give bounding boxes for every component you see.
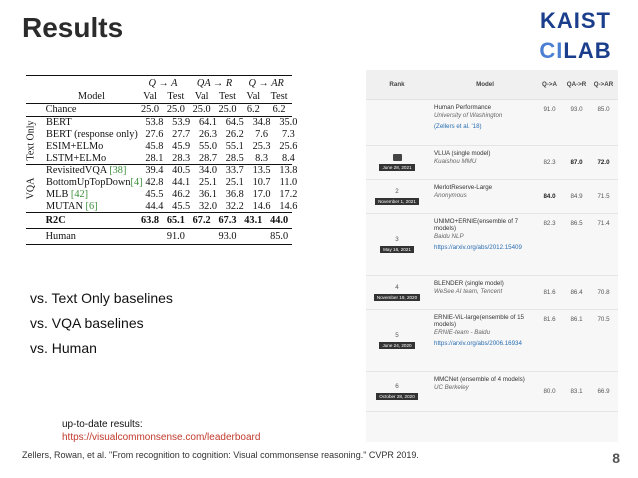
model-column-header: Model — [77, 91, 105, 102]
table-row: MLB [42] 45.5 46.2 36.1 36.8 17.0 17.2 — [46, 188, 298, 200]
text-only-group-label: Text Only — [25, 120, 37, 161]
leaderboard-entry: 4 November 19, 2020 BLENDER (single model) WeSee AI team, Tencent 81.6 86.4 70.8 — [366, 276, 618, 310]
citation: Zellers, Rowan, et al. "From recognition to cognition: Visual commonsense reasoning." CVPR 2019. — [22, 450, 419, 460]
leaderboard-entry-human: Human Performance University of Washington (Zellers et al. '18) 91.0 93.0 85.0 — [366, 100, 618, 146]
table-header-sub: Model Val Test Val Test Val Test — [26, 90, 292, 103]
rank-medal-icon — [393, 154, 402, 161]
page-number: 8 — [612, 450, 620, 466]
human-paper-link[interactable]: (Zellers et al. '18) — [434, 123, 482, 130]
leaderboard-entry: 3 May 16, 2021 UNIMO+ERNIE(ensemble of 7 models) Baidu NLP https://arxiv.org/abs/2012.15409 82.3 86.5 71.4 — [366, 214, 618, 276]
bullet-human: vs. Human — [30, 340, 97, 356]
table-row-human: Human 91.0 93.0 85.0 — [45, 231, 289, 243]
leaderboard-header: Rank Model Q->A QA->R Q->AR — [366, 70, 618, 100]
table-row: BERT (response only) 27.6 27.7 26.3 26.2 7.6 7.3 — [46, 128, 295, 140]
task-header-qa-r: QA → R — [196, 77, 233, 89]
ernie-paper-link[interactable]: https://arxiv.org/abs/2006.16934 — [434, 340, 522, 347]
table-header-tasks — [26, 76, 292, 90]
uptodate-note — [62, 418, 260, 444]
table-row: RevisitedVQA [38] 39.4 40.5 34.0 33.7 13.5 13.8 — [46, 165, 298, 177]
logo-cilab-text: CILAB — [539, 38, 612, 63]
bullet-text-only: vs. Text Only baselines — [30, 290, 173, 306]
logo-kaist-text: KAIST — [540, 8, 611, 33]
leaderboard-entry: June 28, 2021 VLUA (single model) Kuaishou MMU 82.3 87.0 72.0 — [366, 146, 618, 180]
leaderboard-panel — [366, 70, 618, 442]
table-row: LSTM+ELMo 28.1 28.3 28.7 28.5 8.3 8.4 — [46, 152, 295, 164]
table-row: BERT 53.8 53.9 64.1 64.5 34.8 35.0 — [46, 117, 298, 129]
vqa-group-label: VQA — [25, 177, 37, 200]
leaderboard-entry: 5 June 24, 2020 ERNIE-ViL-large(ensemble of 15 models) ERNIE-team - Baidu https://arxiv.org/abs/2006.16934 81.6 86.1 70.5 — [366, 310, 618, 372]
table-row-chance: Chance 25.0 25.0 25.0 25.0 6.2 6.2 — [45, 104, 286, 116]
slide-title: Results — [22, 12, 124, 43]
table-row: ESIM+ELMo 45.8 45.9 55.0 55.1 25.3 25.6 — [46, 140, 298, 152]
unimo-paper-link[interactable]: https://arxiv.org/abs/2012.15409 — [434, 244, 522, 251]
bullet-vqa: vs. VQA baselines — [30, 315, 144, 331]
leaderboard-link[interactable]: https://visualcommonsense.com/leaderboard — [62, 432, 261, 443]
leaderboard-entry: 6 October 28, 2020 MMCNet (ensemble of 4 models) UC Berkeley 80.0 83.1 66.9 — [366, 372, 618, 412]
table-row: BottomUpTopDown[4] 42.8 44.1 25.1 25.1 10.7 11.0 — [46, 177, 298, 189]
vqa-group — [25, 165, 298, 212]
leaderboard-entry: 2 November 1, 2021 MerlotReserve-Large Anonymous 84.0 84.9 71.5 — [366, 180, 618, 214]
results-table — [25, 75, 298, 245]
uptodate-label: up-to-date results: — [62, 419, 143, 430]
table-row: MUTAN [6] 44.4 45.5 32.0 32.2 14.6 14.6 — [46, 200, 298, 212]
kaist-cilab-logo — [523, 8, 628, 64]
table-row-r2c: R2C 63.8 65.1 67.2 67.3 43.1 44.0 — [45, 215, 289, 227]
task-header-q-a: Q → A — [148, 77, 178, 89]
task-header-q-ar: Q → AR — [248, 77, 284, 89]
text-only-group — [25, 117, 298, 164]
